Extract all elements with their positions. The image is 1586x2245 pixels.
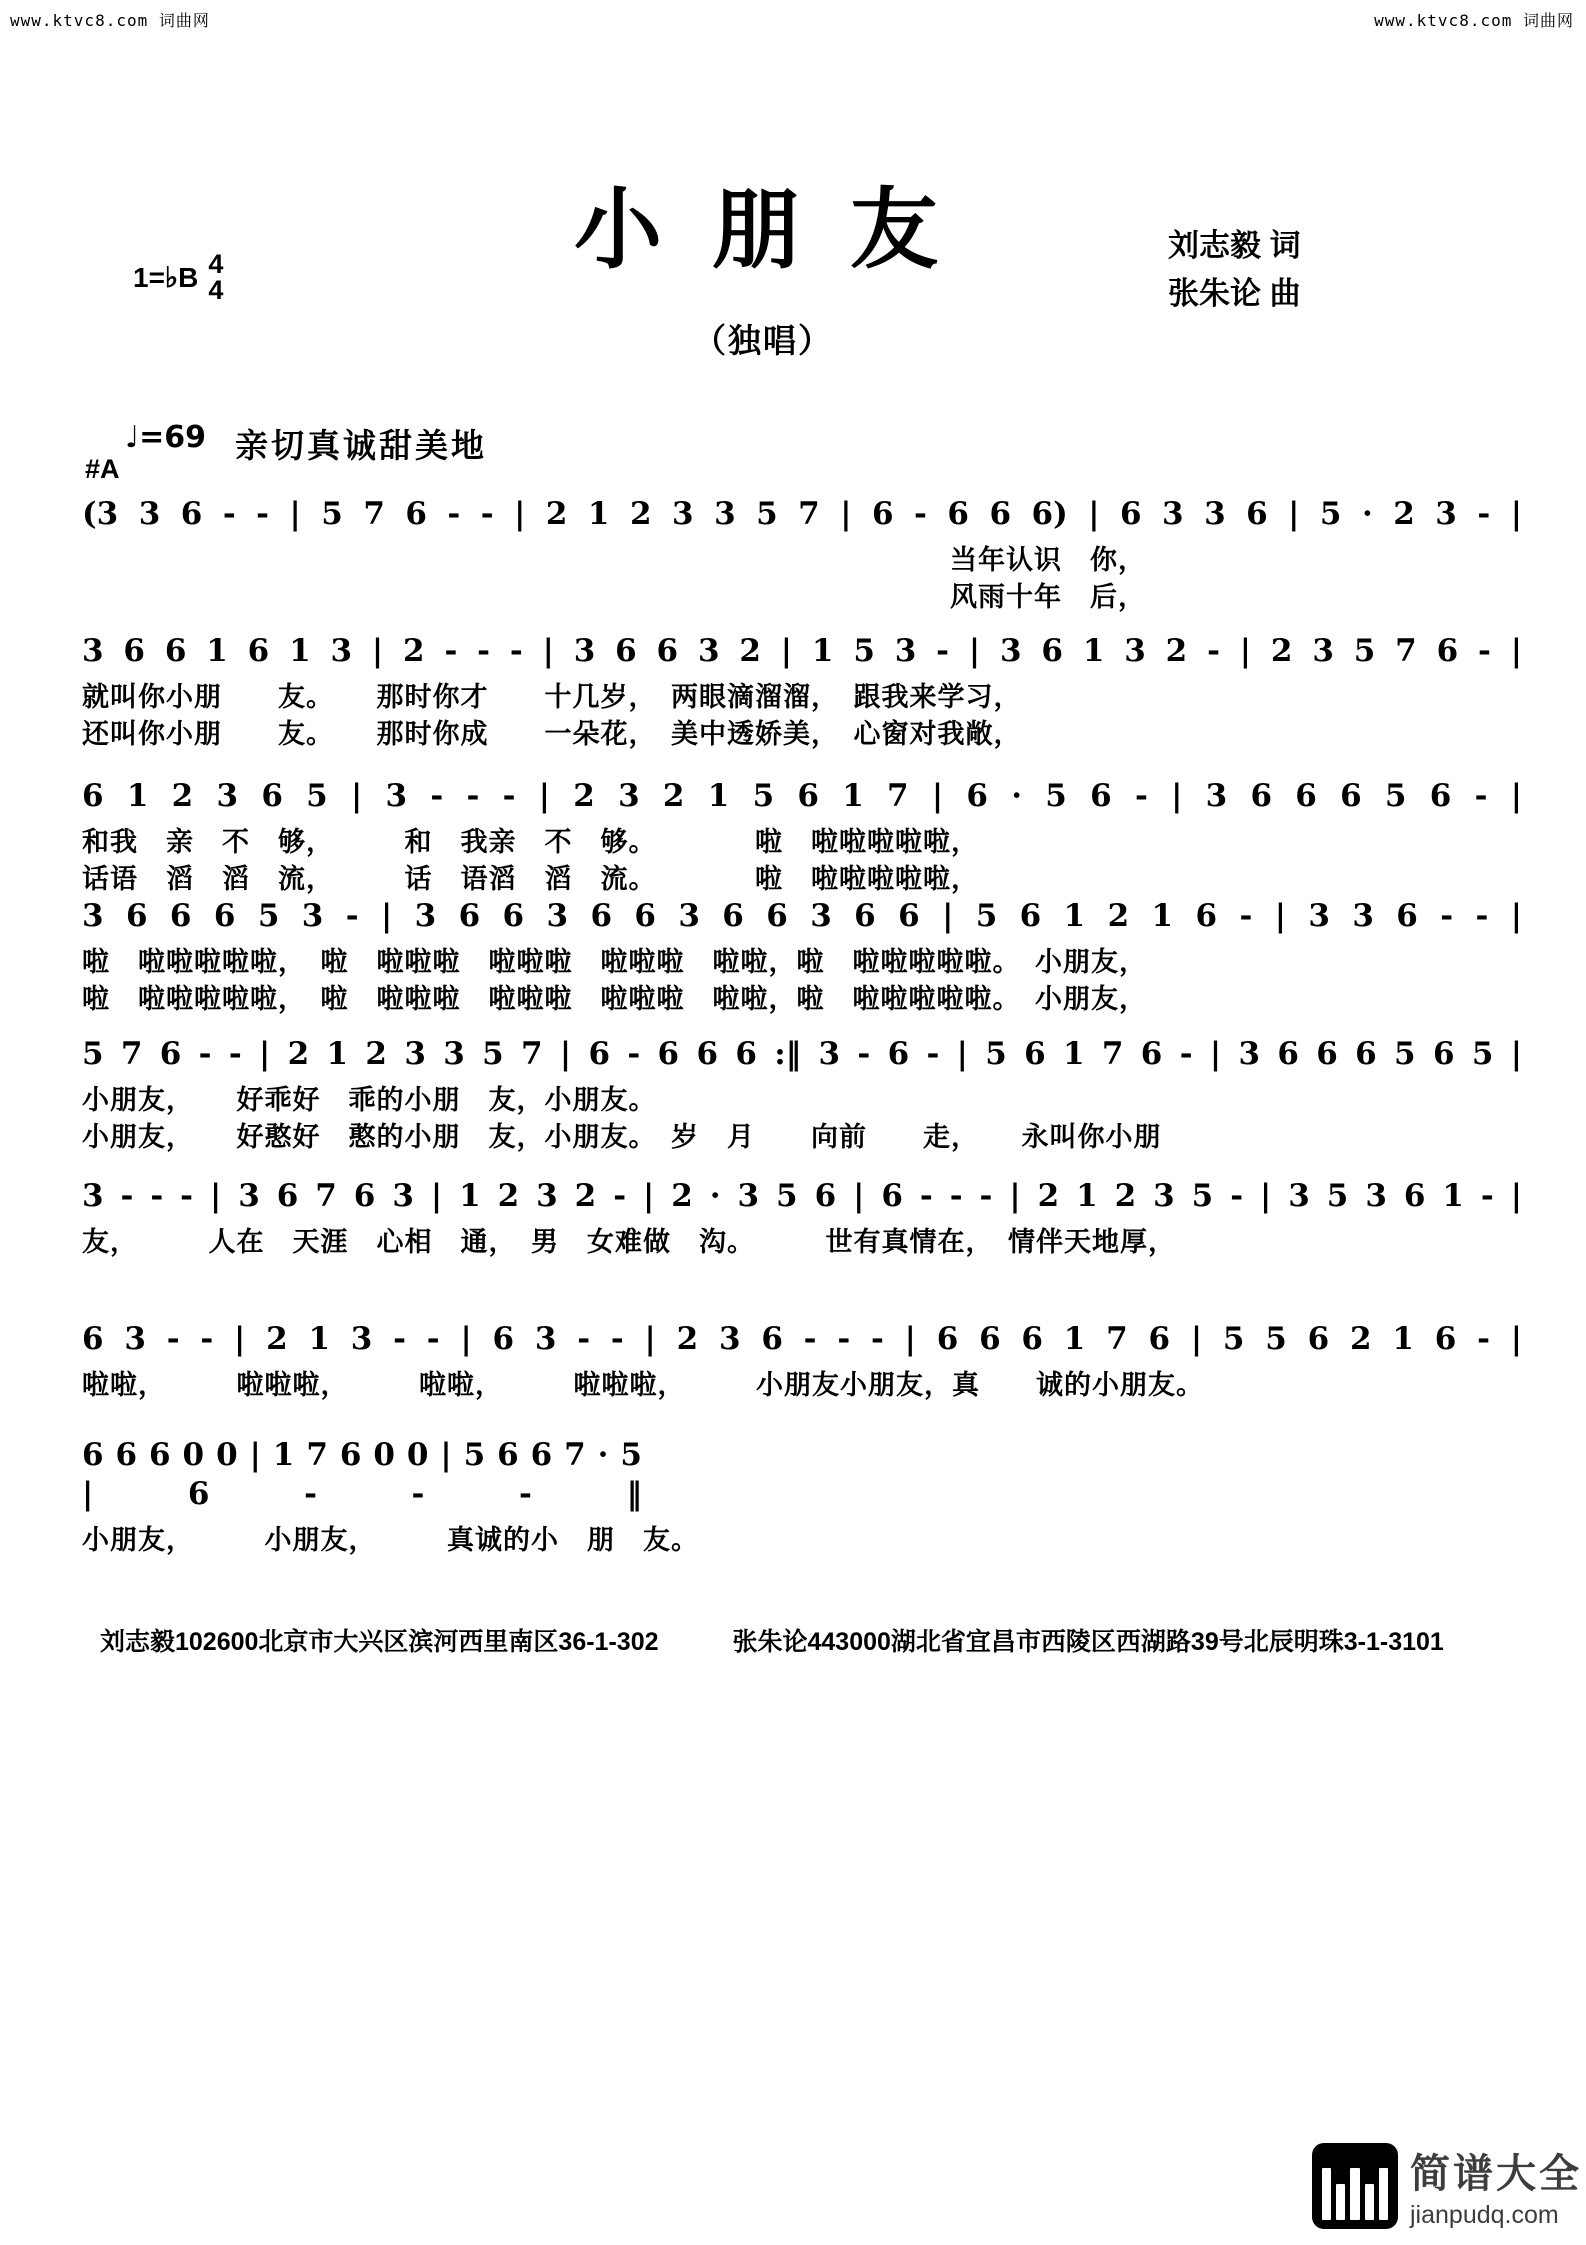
- lyric-line: 啦啦， 啦啦啦， 啦啦， 啦啦啦， 小朋友小朋友，真 诚的小朋友。: [82, 1369, 1204, 1400]
- key-text: 1=♭B: [133, 262, 199, 294]
- composer-credit: 张朱论 曲: [1168, 276, 1301, 312]
- lyric-line: 风雨十年 后，: [950, 581, 1146, 612]
- notes-line: 3 - - - | 3 6 7 6 3 | 1 2 3 2 - | 2 · 3 5 6 | 6 - - - | 2 1 2 3 5 - | 3 5 3 6 1 - |: [82, 1178, 1522, 1214]
- notes-line: 6 6 6 0 0 | 1 7 6 0 0 | 5 6 6 7 · 5 | 6 - - - ‖: [82, 1437, 642, 1512]
- music-system-6: [82, 1177, 1522, 1261]
- lyric-line: 友， 人在 天涯 心相 通， 男 女难做 沟。 世有真情在， 情伴天地厚，: [82, 1226, 1176, 1257]
- lyric-line: 当年认识 你，: [950, 544, 1146, 575]
- lyric-line: 话语 滔 滔 流， 话 语滔 滔 流。 啦 啦啦啦啦啦，: [82, 863, 979, 894]
- music-system-4: [82, 897, 1522, 1018]
- composer-address: 张朱论443000湖北省宜昌市西陵区西湖路39号北辰明珠3-1-3101: [732, 1628, 1444, 1656]
- music-systems: [82, 0, 1522, 2245]
- logo-site-name: 简谱大全: [1410, 2152, 1582, 2196]
- lyric-line: 啦 啦啦啦啦啦， 啦 啦啦啦 啦啦啦 啦啦啦 啦啦，啦 啦啦啦啦啦。 小朋友，: [82, 946, 1147, 977]
- notes-line: 3 6 6 1 6 1 3 | 2 - - - | 3 6 6 3 2 | 1 5 3 - | 3 6 1 3 2 - | 2 3 5 7 6 - |: [82, 633, 1522, 669]
- watermark-top-right: www.ktvc8.com 词曲网: [1374, 11, 1574, 30]
- notes-line: 3 6 6 6 5 3 - | 3 6 6 3 6 6 3 6 6 3 6 6 | 5 6 1 2 1 6 - | 3 3 6 - - |: [82, 898, 1522, 934]
- music-system-5: [82, 1035, 1522, 1156]
- music-system-2: [82, 632, 1522, 753]
- lyric-line: 就叫你小朋 友。 那时你才 十几岁， 两眼滴溜溜， 跟我来学习，: [82, 681, 1022, 712]
- notes-line: 6 1 2 3 6 5 | 3 - - - | 2 3 2 1 5 6 1 7 | 6 · 5 6 - | 3 6 6 6 5 6 - |: [82, 778, 1522, 814]
- logo-site-url: jianpudq.com: [1410, 2201, 1559, 2229]
- time-signature-numerator: 4: [208, 249, 224, 279]
- pickup-note-label: #A: [85, 454, 120, 484]
- notes-line: (3 3 6 - - | 5 7 6 - - | 2 1 2 3 3 5 7 | 6 - 6 6 6) | 6 3 3 6 | 5 · 2 3 - |: [82, 496, 1522, 532]
- logo-text: [1410, 2142, 1582, 2230]
- tempo-expression: 亲切真诚甜美地: [235, 427, 487, 464]
- site-logo: [1312, 2142, 1582, 2230]
- music-system-1: [82, 495, 1522, 616]
- notes-line: 5 7 6 - - | 2 1 2 3 3 5 7 | 6 - 6 6 6 :‖ 3 - 6 - | 5 6 1 7 6 - | 3 6 6 6 5 6 5 |: [82, 1036, 1522, 1072]
- footer-addresses: [100, 1622, 1444, 1658]
- song-subtitle: （独唱）: [693, 322, 833, 359]
- lyric-line: 还叫你小朋 友。 那时你成 一朵花， 美中透娇美， 心窗对我敞，: [82, 718, 1022, 749]
- notes-line: 6 3 - - | 2 1 3 - - | 6 3 - - | 2 3 6 - - - | 6 6 6 1 7 6 | 5 5 6 2 1 6 - |: [82, 1321, 1522, 1357]
- lyric-line: 啦 啦啦啦啦啦， 啦 啦啦啦 啦啦啦 啦啦啦 啦啦，啦 啦啦啦啦啦。 小朋友，: [82, 983, 1147, 1014]
- lyric-line: 小朋友， 小朋友， 真诚的小 朋 友。: [82, 1524, 699, 1555]
- time-signature-denominator: 4: [208, 274, 224, 305]
- page-title: 小 朋 友: [573, 183, 952, 280]
- lyric-line: 和我 亲 不 够， 和 我亲 不 够。 啦 啦啦啦啦啦，: [82, 826, 979, 857]
- lyricist-address: 刘志毅102600北京市大兴区滨河西里南区36-1-302: [100, 1628, 659, 1656]
- music-system-7: [82, 1320, 1522, 1404]
- piano-keys-icon: [1312, 2143, 1398, 2229]
- tempo-bpm: ♩=69: [125, 420, 207, 455]
- watermark-top-left: www.ktvc8.com 词曲网: [10, 11, 210, 30]
- music-system-3: [82, 777, 1522, 898]
- lyric-line: 小朋友， 好乖好 乖的小朋 友，小朋友。: [82, 1084, 657, 1115]
- lyricist-credit: 刘志毅 词: [1168, 228, 1301, 263]
- music-system-8: [82, 1436, 1522, 1559]
- lyric-line: 小朋友， 好憨好 憨的小朋 友，小朋友。 岁 月 向前 走， 永叫你小朋: [82, 1121, 1162, 1152]
